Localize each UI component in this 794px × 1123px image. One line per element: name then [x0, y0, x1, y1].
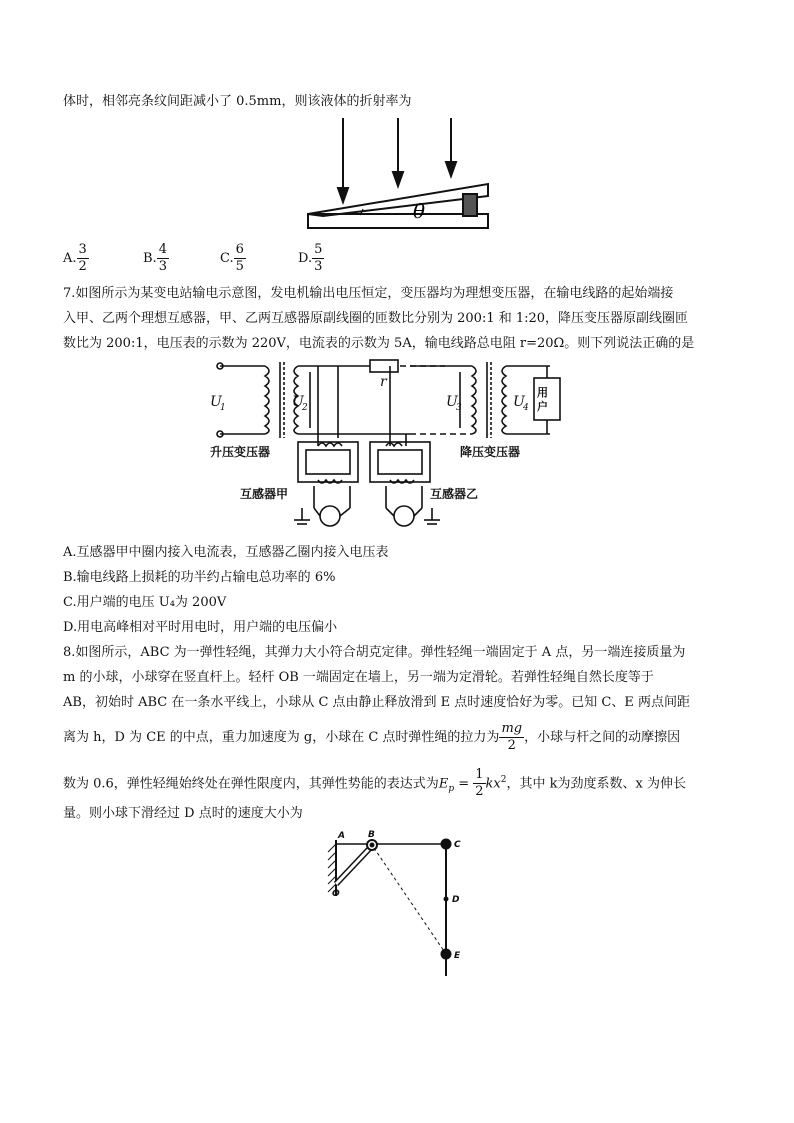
- point-e-label: E: [454, 951, 461, 961]
- u3-label: U: [446, 394, 458, 410]
- point-o-label: O: [332, 889, 340, 899]
- q8-text-line: AB，初始时 ABC 在一条水平线上，小球从 C 点由静止释放滑到 E 点时速度恰好为零。已知 C、E 两点间距: [63, 695, 691, 710]
- u2-label: U: [292, 394, 304, 410]
- step-down-label: 降压变压器: [460, 445, 521, 459]
- q8-text-line: 8.如图所示，ABC 为一弹性轻绳，其弹力大小符合胡克定律。弹性轻绳一端固定于 A 点，另一端连接质量为: [63, 645, 686, 660]
- mutual-a-label: 互感器甲: [240, 487, 289, 501]
- q7-option-a[interactable]: A.互感器甲中圈内接入电流表，互感器乙圈内接入电压表: [63, 545, 389, 560]
- q7-option-d[interactable]: D.用电高峰相对平时用电时，用户端的电压偏小: [63, 620, 338, 635]
- resistor-label: r: [380, 374, 387, 390]
- step-up-label: 升压变压器: [210, 445, 271, 459]
- svg-text:3: 3: [456, 403, 462, 413]
- q6-option-b[interactable]: B. $\frac{4}{3}$: [143, 242, 167, 274]
- q8-text-line: m 的小球，小球穿在竖直杆上。轻杆 OB 一端固定在墙上，另一端为定滑轮。若弹性轻绳自然长度等于: [63, 670, 654, 685]
- q6-option-a[interactable]: A. $\frac{3}{2}$: [63, 242, 87, 274]
- mutual-b-label: 互感器乙: [430, 487, 479, 501]
- svg-text:1: 1: [220, 403, 226, 413]
- q6-option-d[interactable]: D. $\frac{5}{3}$: [298, 242, 323, 274]
- q6-option-c[interactable]: C. $\frac{6}{5}$: [220, 242, 244, 274]
- point-b-label: B: [368, 830, 375, 840]
- q6-text-line: 体时，相邻亮条纹间距减小了 0.5mm，则该液体的折射率为: [63, 94, 412, 109]
- q7-text-line: 入甲、乙两个理想互感器，甲、乙两互感器原副线圈的匝数比分别为 200:1 和 1:20，降压变压器原副线圈匝: [63, 311, 689, 326]
- q7-option-b[interactable]: B.输电线路上损耗的功半约占输电总功率的 6%: [63, 570, 336, 585]
- transmission-diagram: [210, 358, 570, 530]
- q8-text-line: 量。则小球下滑经过 D 点时的速度大小为: [63, 806, 303, 821]
- wedge-figure: [305, 118, 495, 233]
- q7-option-c[interactable]: C.用户端的电压 U₄为 200V: [63, 595, 227, 610]
- q8-text-line: 数为 0.6，弹性轻绳始终处在弹性限度内，其弹性势能的表达式为$E_p$ = $\frac{1}{2}$ $kx^2$，其中 k为劲度系数、x 为伸长: [63, 767, 686, 800]
- point-c-label: C: [454, 840, 461, 850]
- u4-label: U: [513, 394, 525, 410]
- theta-label: θ: [413, 199, 426, 223]
- q7-text-line: 数比为 200:1，电压表的示数为 220V，电流表的示数为 5A，输电线路总电阻 r=20Ω。则下列说法正确的是: [63, 336, 695, 351]
- q7-text-line: 7.如图所示为某变电站输电示意图，发电机输出电压恒定，变压器均为理想变压器，在输电线路的起始端接: [63, 286, 674, 301]
- q8-text-line: 离为 h，D 为 CE 的中点，重力加速度为 g，小球在 C 点时弹性绳的拉力为 $\frac{mg}{2}$ ，小球与杆之间的动摩擦因: [63, 721, 681, 753]
- user-label: 用户: [537, 386, 548, 413]
- point-a-label: A: [338, 831, 345, 841]
- slider-figure: [318, 826, 478, 986]
- svg-text:2: 2: [302, 403, 308, 413]
- u1-label: U: [210, 394, 222, 410]
- svg-text:4: 4: [523, 403, 529, 413]
- point-d-label: D: [452, 895, 460, 905]
